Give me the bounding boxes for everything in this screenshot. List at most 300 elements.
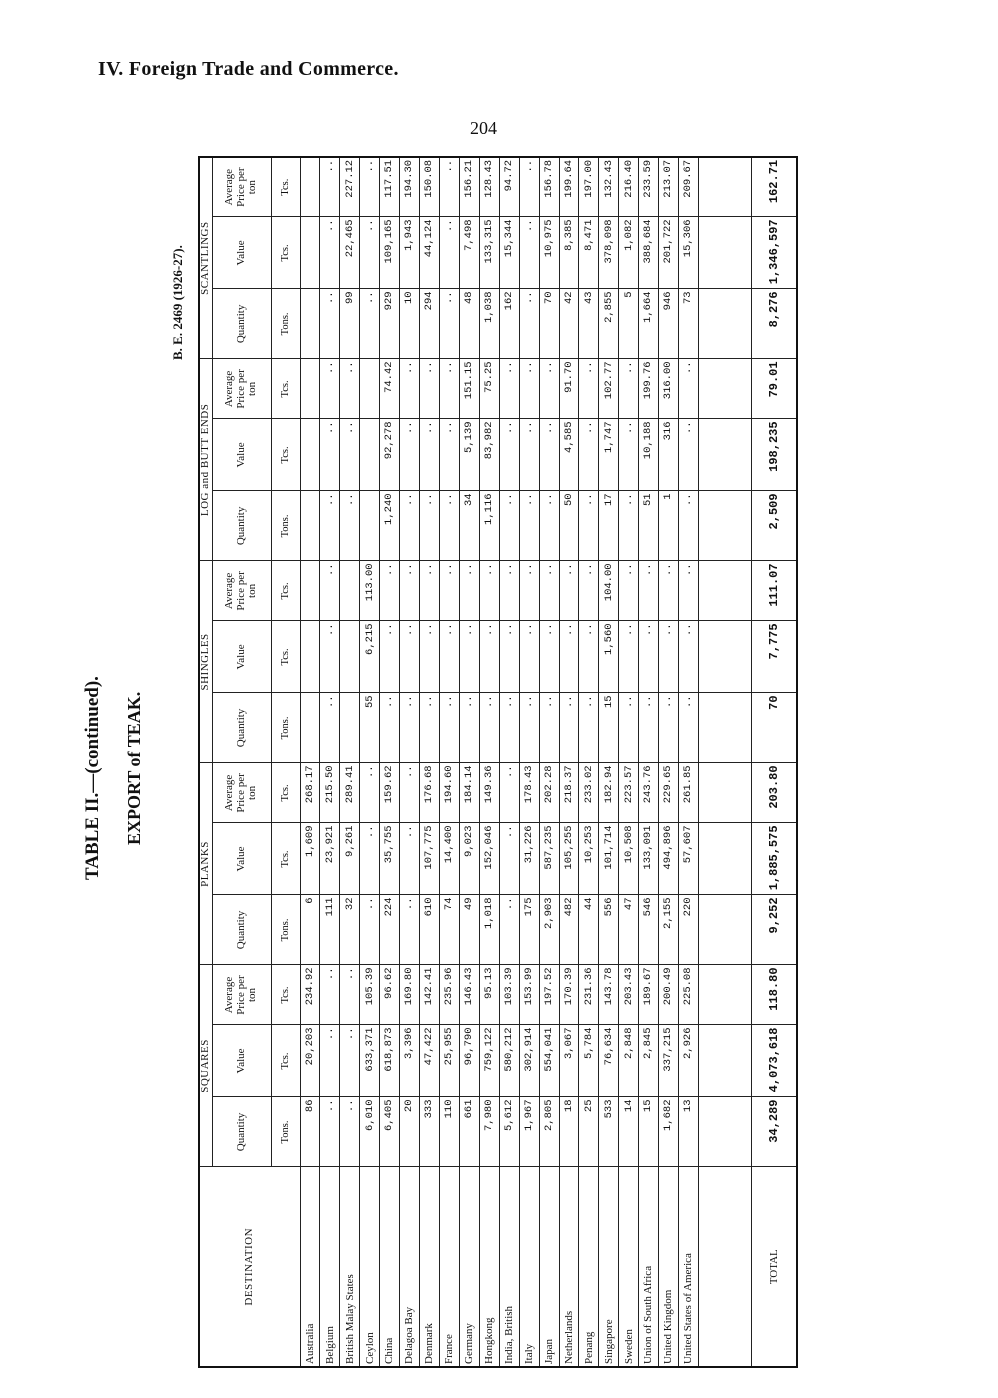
value-cell: 1,240 <box>380 491 400 561</box>
value-cell: .. <box>440 157 460 217</box>
destination-cell: Germany <box>459 1167 479 1367</box>
value-cell: 146.43 <box>459 965 479 1025</box>
total-cell: 111.07 <box>752 561 798 621</box>
column-unit: Tons. <box>271 693 300 763</box>
value-cell: 25,955 <box>440 1025 460 1097</box>
value-cell: .. <box>400 895 420 965</box>
spacer-cell <box>698 419 751 491</box>
destination-cell: United Kingdom <box>659 1167 679 1367</box>
column-subheader: Value <box>212 621 271 693</box>
value-cell: 233.02 <box>579 763 599 823</box>
export-table <box>198 156 798 1368</box>
value-cell: .. <box>320 217 340 289</box>
value-cell: .. <box>340 491 360 561</box>
value-cell: 9,023 <box>459 823 479 895</box>
value-cell: .. <box>519 157 539 217</box>
value-cell: 194.60 <box>440 763 460 823</box>
value-cell: 44 <box>579 895 599 965</box>
value-cell: 302,914 <box>519 1025 539 1097</box>
spacer-cell <box>698 359 751 419</box>
total-cell: 198,235 <box>752 419 798 491</box>
value-cell: 105.39 <box>360 965 380 1025</box>
value-cell: 15,344 <box>499 217 519 289</box>
value-cell: 2,848 <box>619 1025 639 1097</box>
column-subheader: Quantity <box>212 289 271 359</box>
value-cell: 261.85 <box>679 763 699 823</box>
value-cell: 99 <box>340 289 360 359</box>
table-row <box>400 157 420 1367</box>
destination-cell: Japan <box>539 1167 559 1367</box>
value-cell: 159.62 <box>380 763 400 823</box>
value-cell: .. <box>340 1025 360 1097</box>
spacer-cell <box>698 895 751 965</box>
value-cell: 150.08 <box>420 157 440 217</box>
value-cell: .. <box>320 561 340 621</box>
destination-cell: Denmark <box>420 1167 440 1367</box>
value-cell: 142.41 <box>420 965 440 1025</box>
value-cell: 111 <box>320 895 340 965</box>
value-cell: 169.80 <box>400 965 420 1025</box>
column-subheader: Quantity <box>212 491 271 561</box>
destination-cell: Union of South Africa <box>639 1167 659 1367</box>
value-cell: 55 <box>360 693 380 763</box>
value-cell: 580,212 <box>499 1025 519 1097</box>
value-cell: 7,498 <box>459 217 479 289</box>
value-cell: .. <box>440 693 460 763</box>
value-cell: 337,215 <box>659 1025 679 1097</box>
value-cell: .. <box>679 621 699 693</box>
column-subheader: Value <box>212 419 271 491</box>
value-cell: .. <box>679 561 699 621</box>
value-cell: .. <box>440 289 460 359</box>
column-unit: Tcs. <box>271 561 300 621</box>
value-cell: 110 <box>440 1097 460 1167</box>
value-cell: 215.50 <box>320 763 340 823</box>
column-subheader: Value <box>212 823 271 895</box>
table-row <box>519 157 539 1367</box>
group-header: SQUARES <box>199 965 212 1167</box>
destination-cell: France <box>440 1167 460 1367</box>
value-cell: 13 <box>679 1097 699 1167</box>
total-cell: 203.80 <box>752 763 798 823</box>
value-cell: 618,873 <box>380 1025 400 1097</box>
value-cell: 91.70 <box>559 359 579 419</box>
value-cell: 10,188 <box>639 419 659 491</box>
value-cell: 104.00 <box>599 561 619 621</box>
value-cell: 199.64 <box>559 157 579 217</box>
value-cell: .. <box>619 359 639 419</box>
total-cell: 118.80 <box>752 965 798 1025</box>
value-cell: 201,722 <box>659 217 679 289</box>
table-row <box>619 157 639 1367</box>
value-cell: 176.68 <box>420 763 440 823</box>
value-cell: 95.13 <box>479 965 499 1025</box>
value-cell: .. <box>559 561 579 621</box>
value-cell: 133,091 <box>639 823 659 895</box>
value-cell: .. <box>499 823 519 895</box>
value-cell: .. <box>440 561 460 621</box>
value-cell: .. <box>320 693 340 763</box>
value-cell: 113.00 <box>360 561 380 621</box>
value-cell: 102.77 <box>599 359 619 419</box>
column-unit: Tcs. <box>271 965 300 1025</box>
value-cell: 6,405 <box>380 1097 400 1167</box>
value-cell: 20,203 <box>300 1025 320 1097</box>
destination-cell: British Malay States <box>340 1167 360 1367</box>
value-cell: 229.65 <box>659 763 679 823</box>
value-cell: 75.25 <box>479 359 499 419</box>
value-cell: 1,682 <box>659 1097 679 1167</box>
value-cell: .. <box>360 217 380 289</box>
value-cell: 1,560 <box>599 621 619 693</box>
value-cell: .. <box>459 561 479 621</box>
total-cell: 9,252 <box>752 895 798 965</box>
value-cell: 42 <box>559 289 579 359</box>
value-cell: 143.78 <box>599 965 619 1025</box>
value-cell: 17 <box>599 491 619 561</box>
column-subheader: Average Price per ton <box>212 965 271 1025</box>
value-cell: 209.67 <box>679 157 699 217</box>
value-cell: .. <box>539 491 559 561</box>
spacer-cell <box>698 217 751 289</box>
value-cell: 225.08 <box>679 965 699 1025</box>
value-cell: .. <box>400 561 420 621</box>
total-cell: 7,775 <box>752 621 798 693</box>
spacer-cell <box>698 763 751 823</box>
value-cell: 178.43 <box>519 763 539 823</box>
value-cell: .. <box>420 419 440 491</box>
value-cell: .. <box>519 491 539 561</box>
destination-cell: Australia <box>300 1167 320 1367</box>
value-cell: .. <box>539 419 559 491</box>
value-cell: .. <box>559 693 579 763</box>
value-cell: 151.15 <box>459 359 479 419</box>
value-cell: .. <box>499 693 519 763</box>
spacer-cell <box>698 289 751 359</box>
value-cell: 1,038 <box>479 289 499 359</box>
table-row <box>340 157 360 1367</box>
value-cell: 14,400 <box>440 823 460 895</box>
value-cell: 556 <box>599 895 619 965</box>
table-row <box>380 157 400 1367</box>
value-cell: .. <box>619 621 639 693</box>
group-header: SCANTLINGS <box>199 157 212 359</box>
value-cell <box>300 561 320 621</box>
spacer-cell <box>698 823 751 895</box>
value-cell: 96.62 <box>380 965 400 1025</box>
value-cell: 200.49 <box>659 965 679 1025</box>
table-row <box>320 157 340 1367</box>
value-cell: 34 <box>459 491 479 561</box>
value-cell: 31,226 <box>519 823 539 895</box>
value-cell: .. <box>360 763 380 823</box>
value-cell: .. <box>320 359 340 419</box>
value-cell: 5 <box>619 289 639 359</box>
value-cell: .. <box>420 359 440 419</box>
value-cell: 132.43 <box>599 157 619 217</box>
value-cell: 388,684 <box>639 217 659 289</box>
value-cell: 51 <box>639 491 659 561</box>
value-cell <box>300 217 320 289</box>
value-cell: 57,607 <box>679 823 699 895</box>
value-cell: .. <box>380 561 400 621</box>
table-row <box>360 157 380 1367</box>
value-cell: 224 <box>380 895 400 965</box>
column-unit: Tcs. <box>271 217 300 289</box>
value-cell: 946 <box>659 289 679 359</box>
value-cell: 1,609 <box>300 823 320 895</box>
value-cell: .. <box>360 289 380 359</box>
value-cell: .. <box>420 621 440 693</box>
value-cell: 6,010 <box>360 1097 380 1167</box>
value-cell: .. <box>440 217 460 289</box>
value-cell: 44,124 <box>420 217 440 289</box>
value-cell: .. <box>320 1097 340 1167</box>
value-cell: .. <box>499 491 519 561</box>
destination-cell: Netherlands <box>559 1167 579 1367</box>
value-cell: .. <box>340 419 360 491</box>
value-cell: 1,747 <box>599 419 619 491</box>
value-cell: 199.76 <box>639 359 659 419</box>
value-cell: .. <box>400 693 420 763</box>
destination-cell: India, British <box>499 1167 519 1367</box>
value-cell: 14 <box>619 1097 639 1167</box>
value-cell: 103.39 <box>499 965 519 1025</box>
value-cell: 1,116 <box>479 491 499 561</box>
value-cell: 184.14 <box>459 763 479 823</box>
table-row <box>459 157 479 1367</box>
value-cell: 10,508 <box>619 823 639 895</box>
value-cell: .. <box>440 491 460 561</box>
spacer-cell <box>698 157 751 217</box>
value-cell: .. <box>539 561 559 621</box>
value-cell: .. <box>579 419 599 491</box>
value-cell <box>300 491 320 561</box>
value-cell: 149.36 <box>479 763 499 823</box>
value-cell: .. <box>479 621 499 693</box>
value-cell: 2,155 <box>659 895 679 965</box>
column-subheader: Quantity <box>212 693 271 763</box>
value-cell: .. <box>579 359 599 419</box>
value-cell: .. <box>519 561 539 621</box>
rotated-table-container <box>198 159 798 1368</box>
value-cell: 109,165 <box>380 217 400 289</box>
value-cell: .. <box>360 157 380 217</box>
value-cell: .. <box>579 491 599 561</box>
value-cell: 86 <box>300 1097 320 1167</box>
destination-cell: Ceylon <box>360 1167 380 1367</box>
value-cell: .. <box>440 419 460 491</box>
value-cell: .. <box>579 561 599 621</box>
spacer-cell <box>698 561 751 621</box>
group-header: PLANKS <box>199 763 212 965</box>
column-unit: Tons. <box>271 895 300 965</box>
value-cell: 3,067 <box>559 1025 579 1097</box>
value-cell: 227.12 <box>340 157 360 217</box>
value-cell: 5,612 <box>499 1097 519 1167</box>
destination-cell: Belgium <box>320 1167 340 1367</box>
value-cell <box>360 419 380 491</box>
destination-cell: Hongkong <box>479 1167 499 1367</box>
value-cell: 494,896 <box>659 823 679 895</box>
destination-cell: Sweden <box>619 1167 639 1367</box>
value-cell: 2,855 <box>599 289 619 359</box>
column-unit: Tons. <box>271 491 300 561</box>
column-subheader: Value <box>212 217 271 289</box>
value-cell: .. <box>499 621 519 693</box>
value-cell: 610 <box>420 895 440 965</box>
value-cell: 47 <box>619 895 639 965</box>
value-cell: .. <box>519 289 539 359</box>
value-cell: 76,634 <box>599 1025 619 1097</box>
value-cell: 43 <box>579 289 599 359</box>
column-subheader: Value <box>212 1025 271 1097</box>
value-cell: 182.94 <box>599 763 619 823</box>
value-cell: 213.07 <box>659 157 679 217</box>
value-cell: 316 <box>659 419 679 491</box>
value-cell: .. <box>400 823 420 895</box>
value-cell: 2,805 <box>539 1097 559 1167</box>
value-cell: .. <box>519 359 539 419</box>
destination-cell: Singapore <box>599 1167 619 1367</box>
value-cell: 1,943 <box>400 217 420 289</box>
value-cell: 107,775 <box>420 823 440 895</box>
value-cell: 6 <box>300 895 320 965</box>
value-cell: 218.37 <box>559 763 579 823</box>
value-cell: 333 <box>420 1097 440 1167</box>
value-cell: 10,975 <box>539 217 559 289</box>
value-cell: .. <box>499 419 519 491</box>
value-cell: 234.92 <box>300 965 320 1025</box>
group-header: LOG and BUTT ENDS <box>199 359 212 561</box>
value-cell: .. <box>619 561 639 621</box>
table-row <box>599 157 619 1367</box>
value-cell <box>340 621 360 693</box>
value-cell: 96,790 <box>459 1025 479 1097</box>
value-cell: 74 <box>440 895 460 965</box>
section-header: IV. Foreign Trade and Commerce. <box>98 58 399 80</box>
value-cell: 554,041 <box>539 1025 559 1097</box>
value-cell: 48 <box>459 289 479 359</box>
table-row <box>579 157 599 1367</box>
value-cell: .. <box>579 621 599 693</box>
value-cell: .. <box>519 621 539 693</box>
value-cell: .. <box>320 621 340 693</box>
destination-cell: United States of America <box>679 1167 699 1367</box>
value-cell <box>360 491 380 561</box>
value-cell <box>300 621 320 693</box>
table-row <box>499 157 519 1367</box>
value-cell: 10 <box>400 289 420 359</box>
table-row <box>420 157 440 1367</box>
column-unit: Tons. <box>271 289 300 359</box>
column-subheader: Quantity <box>212 1097 271 1167</box>
value-cell <box>300 359 320 419</box>
value-cell: 105,255 <box>559 823 579 895</box>
value-cell: 661 <box>459 1097 479 1167</box>
value-cell <box>340 561 360 621</box>
value-cell: .. <box>619 419 639 491</box>
value-cell: 289.41 <box>340 763 360 823</box>
value-cell: .. <box>659 621 679 693</box>
destination-header: DESTINATION <box>199 1167 300 1367</box>
value-cell: .. <box>340 359 360 419</box>
value-cell: 101,714 <box>599 823 619 895</box>
value-cell: .. <box>400 359 420 419</box>
value-cell: 9,261 <box>340 823 360 895</box>
value-cell: 235.96 <box>440 965 460 1025</box>
value-cell: 73 <box>679 289 699 359</box>
value-cell: .. <box>459 693 479 763</box>
total-cell: 1,346,597 <box>752 217 798 289</box>
table-row <box>659 157 679 1367</box>
value-cell: .. <box>479 561 499 621</box>
spacer-cell <box>698 1097 751 1167</box>
value-cell: 482 <box>559 895 579 965</box>
value-cell: 189.67 <box>639 965 659 1025</box>
table-subtitle: EXPORT of TEAK. <box>124 691 144 845</box>
table-row <box>539 157 559 1367</box>
value-cell: .. <box>499 359 519 419</box>
column-unit: Tcs. <box>271 823 300 895</box>
value-cell: 20 <box>400 1097 420 1167</box>
value-cell: .. <box>679 693 699 763</box>
value-cell: .. <box>559 621 579 693</box>
value-cell: 156.21 <box>459 157 479 217</box>
spacer-cell <box>698 693 751 763</box>
column-unit: Tcs. <box>271 1025 300 1097</box>
value-cell: .. <box>320 157 340 217</box>
total-cell: 2,509 <box>752 491 798 561</box>
value-cell <box>300 419 320 491</box>
value-cell: .. <box>420 491 440 561</box>
column-subheader: Average Price per ton <box>212 359 271 419</box>
value-cell: 32 <box>340 895 360 965</box>
column-unit: Tcs. <box>271 157 300 217</box>
table-row <box>300 157 320 1367</box>
value-cell: 152,046 <box>479 823 499 895</box>
value-cell: .. <box>360 895 380 965</box>
total-row <box>752 157 798 1367</box>
column-subheader: Quantity <box>212 895 271 965</box>
value-cell: .. <box>340 965 360 1025</box>
value-cell: 92,278 <box>380 419 400 491</box>
value-cell: 94.72 <box>499 157 519 217</box>
spacer-cell <box>698 1025 751 1097</box>
destination-cell: Delagoa Bay <box>400 1167 420 1367</box>
value-cell: .. <box>479 693 499 763</box>
value-cell: 47,422 <box>420 1025 440 1097</box>
value-cell: 2,845 <box>639 1025 659 1097</box>
spacer-cell <box>698 965 751 1025</box>
value-cell: 268.17 <box>300 763 320 823</box>
value-cell: .. <box>639 621 659 693</box>
value-cell: .. <box>320 965 340 1025</box>
value-cell: 23,921 <box>320 823 340 895</box>
value-cell: 15 <box>639 1097 659 1167</box>
spacer-cell <box>698 621 751 693</box>
value-cell: 223.57 <box>619 763 639 823</box>
value-cell: .. <box>459 621 479 693</box>
value-cell: .. <box>440 621 460 693</box>
value-cell: 546 <box>639 895 659 965</box>
value-cell: 243.76 <box>639 763 659 823</box>
total-cell: 162.71 <box>752 157 798 217</box>
value-cell: 117.51 <box>380 157 400 217</box>
column-unit: Tcs. <box>271 621 300 693</box>
value-cell: 18 <box>559 1097 579 1167</box>
value-cell: .. <box>420 561 440 621</box>
